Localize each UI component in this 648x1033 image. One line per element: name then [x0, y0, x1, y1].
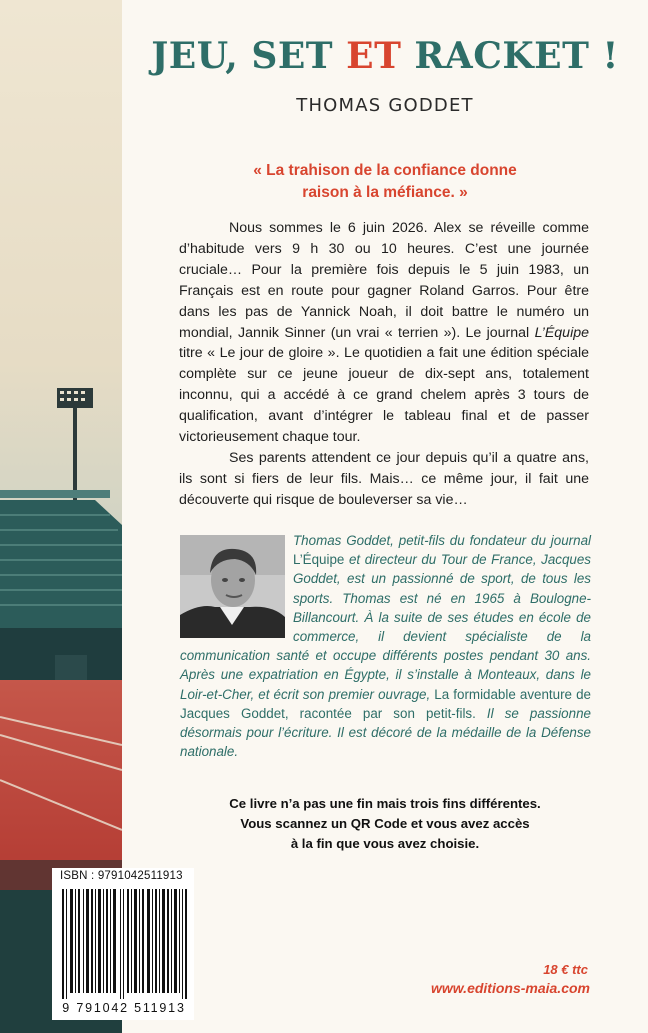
epigraph-quote: [200, 160, 570, 204]
synopsis: [179, 218, 589, 511]
isbn-label: ISBN : 9791042511913: [60, 870, 183, 882]
bio-first-book: La formidable aventure de Jacques Goddet, racontée par son petit-fils.: [180, 686, 591, 721]
author-name: THOMAS GODDET: [296, 95, 474, 116]
quote-line-1: « La trahison de la confiance donne: [253, 162, 517, 179]
synopsis-paragraph-2: Ses parents attendent ce jour depuis qu’il a quatre ans, ils sont si fiers de leur fils. Mais… ce même jour, il fait une découverte qui risque de bouleverser sa vie…: [179, 449, 589, 508]
barcode: [62, 889, 187, 999]
synopsis-text-a: Nous sommes le 6 juin 2026. Alex se réveille comme d’habitude vers 9 h 30 ou 10 heures. C’est une journée cruciale… Pour la première fois depuis le 5 juin 1983, un Français est en route pour gagner Roland Garros. Pour être dans les pas de Yannick Noah, il doit battre le numéro un mondial, Jannik Sinner (un vrai « terrien »). Le journal: [179, 220, 589, 341]
bio-text-3: Il se passionne désormais pour l’écriture. Il est décoré de la médaille de la Défense nationale.: [180, 705, 591, 760]
book-title: [122, 35, 648, 77]
publisher-website[interactable]: www.editions-maia.com: [431, 980, 590, 996]
synopsis-newspaper: L’Équipe: [534, 324, 589, 341]
price: 18 € ttc: [543, 962, 588, 977]
title-part-2: ET: [346, 35, 402, 77]
title-part-1: JEU, SET: [151, 35, 347, 77]
quote-line-2: raison à la méfiance. »: [302, 184, 468, 201]
endings-note: [150, 794, 620, 854]
title-part-3: RACKET !: [401, 35, 619, 77]
bio-text-1: Thomas Goddet, petit-fils du fondateur du journal: [293, 533, 591, 548]
synopsis-text-b: titre « Le jour de gloire ». Le quotidien a fait une édition spéciale complète sur ce jeune joueur de dix-sept ans, totalement inconnu, qui a accédé à ce grand chelem après 3 tours de qualification, avant d’intégrer le tableau final et de passer victorieusement chaque tour.: [179, 345, 589, 446]
synopsis-paragraph-1: [179, 218, 589, 448]
endings-line-3: à la fin que vous avez choisie.: [290, 836, 480, 851]
endings-line-1: Ce livre n’a pas une fin mais trois fins différentes.: [229, 796, 541, 811]
barcode-digits: 9 791042 511913: [62, 1001, 186, 1015]
endings-line-2: Vous scannez un QR Code et vous avez accès: [240, 816, 530, 831]
bio-newspaper: L’Équipe: [293, 552, 345, 568]
author-biography: [180, 531, 591, 761]
bio-text-2: et directeur du Tour de France, Jacques Goddet, est un passionné de sport, de tous les sports. Thomas est né en 1965 à Boulogne-Billancourt. À la suite de ses études en école de commerce, il devient spécialiste de la communication santé et occupe différents postes pendant 30 ans. Après une expatriation en Égypte, il s’installe à Monteaux, dans le Loir-et-Cher, et écrit son premier ouvrage,: [180, 552, 591, 702]
